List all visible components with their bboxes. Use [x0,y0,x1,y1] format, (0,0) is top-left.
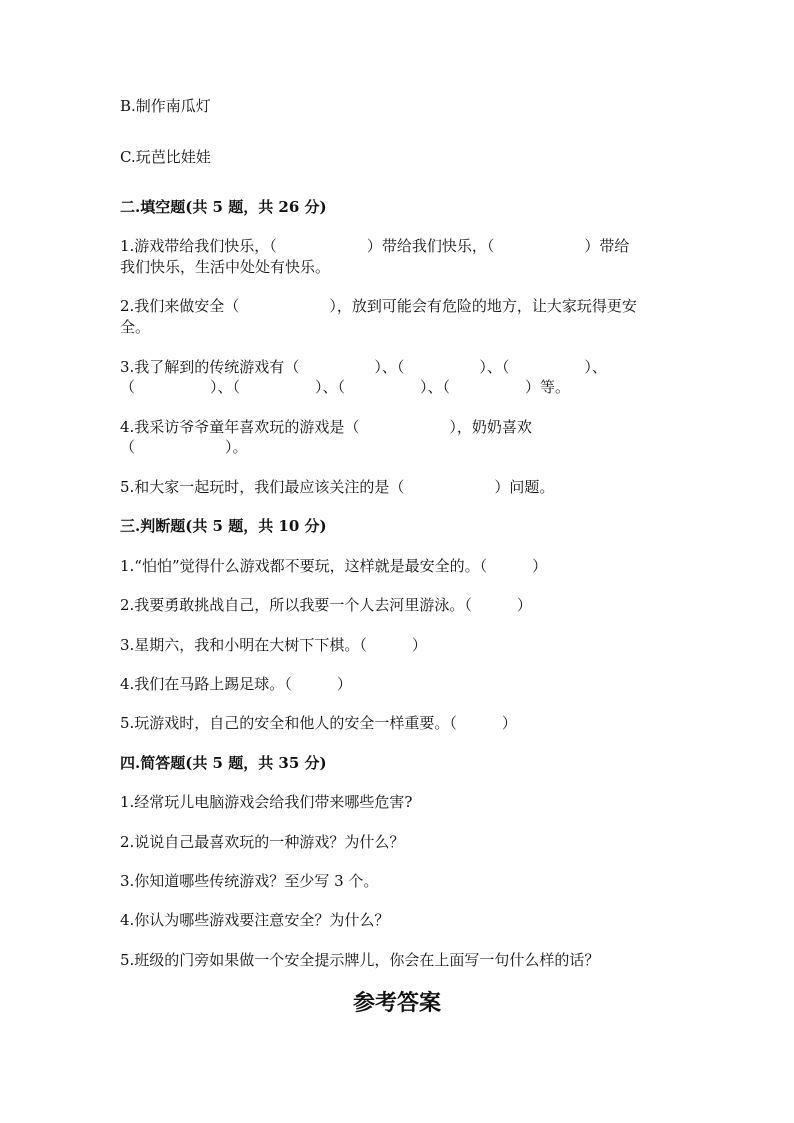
fill-blank-q1-line2: 我们快乐，生活中处处有快乐。 [120,258,331,276]
true-false-q4: 4.我们在马路上踢足球。（ ） [120,675,352,693]
fill-blank-q3-line2: （ ）、（ ）、（ ）、（ ）等。 [120,378,571,396]
true-false-q2: 2.我要勇敢挑战自己，所以我要一个人去河里游泳。（ ） [120,596,532,614]
fill-blank-q5: 5.和大家一起玩时，我们最应该关注的是（ ）问题。 [120,478,555,496]
true-false-heading: 三.判断题(共 5 题，共 10 分) [120,517,327,535]
short-answer-q5: 5.班级的门旁如果做一个安全提示牌儿，你会在上面写一句什么样的话？ [120,951,600,969]
short-answer-q2: 2.说说自己最喜欢玩的一种游戏？为什么？ [120,833,405,851]
short-answer-q1: 1.经常玩儿电脑游戏会给我们带来哪些危害? [120,793,413,811]
fill-blank-q4-line1: 4.我采访爷爷童年喜欢玩的游戏是（ ），奶奶喜欢 [120,418,532,436]
short-answer-q4: 4.你认为哪些游戏要注意安全？为什么？ [120,911,390,929]
fill-blank-q3-line1: 3.我了解到的传统游戏有（ ）、（ ）、（ ）、 [120,358,607,376]
choice-b: B.制作南瓜灯 [120,97,211,115]
choice-c: C.玩芭比娃娃 [120,148,211,166]
fill-blank-q4-line2: （ ）。 [120,438,248,456]
answers-title: 参考答案 [352,990,441,1016]
true-false-q1: 1.“怕怕”觉得什么游戏都不要玩，这样就是最安全的。（ ） [120,557,548,575]
fill-blank-q1-line1: 1.游戏带给我们快乐，（ ）带给我们快乐，（ ）带给 [120,237,630,255]
fill-blank-q2-line2: 全。 [120,318,151,336]
short-answer-heading: 四.简答题(共 5 题，共 35 分) [120,754,327,772]
true-false-q5: 5.玩游戏时，自己的安全和他人的安全一样重要。（ ） [120,714,517,732]
short-answer-q3: 3.你知道哪些传统游戏？至少写 3 个。 [120,872,379,890]
fill-blank-heading: 二.填空题(共 5 题，共 26 分) [120,198,327,216]
fill-blank-q2-line1: 2.我们来做安全（ ），放到可能会有危险的地方，让大家玩得更安 [120,297,637,315]
true-false-q3: 3.星期六，我和小明在大树下下棋。（ ） [120,636,427,654]
